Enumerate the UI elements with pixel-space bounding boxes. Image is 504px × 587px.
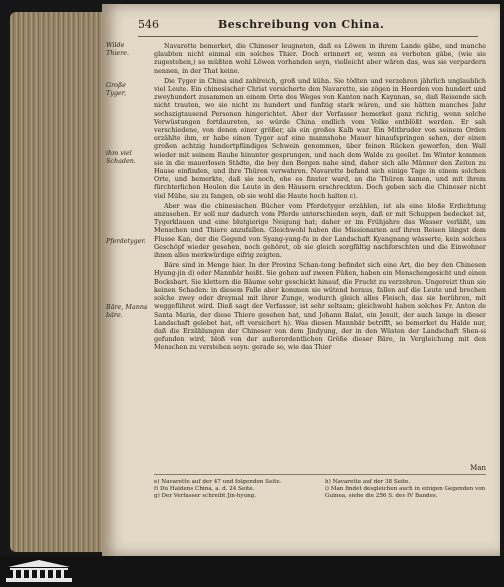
paragraph-lions: Navarette bemerket, die Chineser leugneten, daß es Löwen in ihrem Lande gäbe, und manche glaubten nicht einmal ein solches Thier. Doch erinnert er, wenn es verboten gäbe, (wie sie zugestehen,) so müßten wohl Löwen vorhanden seyn, vielleicht aber wären das, was sie verpardern nennen, in der That keine. xyxy=(154,42,486,75)
margin-note: Bäre, Manns bäre. xyxy=(106,303,148,319)
paragraph-tigers: Die Tyger in China sind zahlreich, groß und kühn. Sie tödten und verzehren jährlich unglaublich viel Leute. Ein chinesischer Christ versicherte den Navarette, sie zögen in Heerden von hundert und zweyhundert zusammen an einem Orte des Weges von Kanton nach Kaynnan, so, daß Reisende sich nicht trauten, wo sie nicht zu hundert und funfzig stark wären, und sie hätten manches Jahr sechszigtausend Personen hingerichtet. Aber der Verfasser bemerket ganz richtig, wenn solche Verwüstungen fortdaureten, so würde China endlich vom Volke entblößt werden. Er sah verschiedene, von denen einer größer, als ein großes Kalb war. Ein Mitbruder von seinem Orden erzählte ihm, er habe einen Tyger auf eine mannshohe Mauer hinaufspringen sehen, der einen großen achtzig hundertpfündiges Schwein genommen, über feinen Rücken geworfen, den Wall wieder mit seinem Raube hinunter gesprungen, und nach dem Walde zu geeilet. Im Winter kommen sie in die mauerlosen Städte, die bey den Bergen nahe sind, daher sich alle Männer den Zeiten zu Hause einfinden, und ihre Thüren verwahren. Navarette befand sich einige Tage in einem solchen Orte, und bemerkte, daß sie noch, ehe es finster ward, an die Thüren kamen, und mit ihrem fürchterlichen Heulen die Leute in den Häusern erschreckten. Doch geben sich die Chineser nicht viel Mühe, sie zu fangen, ob sie wohl die Haute hoch halten c). xyxy=(154,76,486,200)
book-page xyxy=(102,4,500,556)
library-logo-bar xyxy=(0,556,504,587)
catchword: Man xyxy=(470,464,486,472)
body-text xyxy=(154,42,486,354)
footnote: g) Der Verfasser schreibt Jin-hyung. xyxy=(154,493,257,500)
page-number: 546 xyxy=(138,18,159,31)
running-title: Beschreibung von China. xyxy=(218,18,385,31)
library-building-icon xyxy=(4,558,74,584)
footnotes-left xyxy=(154,479,315,501)
footnote: e) Navarette auf der 47 und folgenden Seite. xyxy=(154,479,282,485)
margin-note: Wilde Thiere. xyxy=(106,41,130,57)
footnote: f) Du Haldens China, a. d. 24 Seite. xyxy=(154,486,255,493)
book-spread xyxy=(10,4,500,556)
book-fore-edge xyxy=(10,12,102,552)
margin-note: Pferdetyger. xyxy=(106,237,146,245)
footnotes xyxy=(154,474,486,501)
footnote: i) Man findet desgleichen auch in einigen Gegenden von Guinea, siehe die 256 S. des IV Bandes. xyxy=(325,486,486,500)
margin-note: Große Tyger, xyxy=(106,81,127,97)
paragraph-horse-tiger: Aber was die chinesischen Bücher vom Pferdetyger erzählen, ist als eine bloße Erdichtung anzusehen. Er soll nur dadurch vom Pferde unterschieden seyn, daß er mit Schuppen bedecket ist, Tygerklauen und eine blutgierige Neigung hat; daher er im Frühjahre das Wasser verläßt, um Menschen und Thiere anzufallen. Gleichwohl haben die Missionarien auf ihren Reisen längst dem Flusse Kan, der die Gegend von Syang-yang-fu in der Landschaft Kyangnang wässerte, kein solches Geschöpf wieder gesehen, noch gehöret, ob sie gleich sorgfältig nachforschten und die Einwohner ihnen alles merkwürdige eifrig zeigten. xyxy=(154,201,486,260)
header-rule xyxy=(138,36,478,37)
paragraph-bears: Bäre sind in Menge hier. In der Provinz Schan-tong befindet sich eine Art, die bey den Chinesen Hyung-jin d) oder Mannbär heißt. Sie gehen auf zween Füßen, haben ein Menschengesicht und einen Bocksbart. Sie klettern die Bäume sehr geschickt hinauf, die Frucht zu verzehren. Ungereizt thun sie keinen Schaden: in diesem Falle aber kommen sie wütend heraus, fallen auf die Leute und brechen solche zwey oder dreymal mit ihrer Zunge, wodurch gleich alles Fleisch, das sie berühren, mit weggeführet wird. Dieß sagt der Verfasser, ist sehr seltsam; gleichwohl haben solches Fr. Anton de Santa Maria, der diese Thiere gesehen hat, und Johann Balat, ein Jesuit, der auch lange in dieser Landschaft gelebet hat, oft versichert h). Was diesen Mannbär betrifft, so bemerket du Halde nur, daß die Erzählungen der Chineser von dem Jindyung, der in den Wüsten der Landschaft Shen-si gefunden wird, bloß von der außerordentlichen Größe dieser Bäre, in Vergleichung mit den Menschen zu verstehen seyn: gerade so, wie das Thier xyxy=(154,261,486,352)
footnotes-right xyxy=(325,479,486,501)
footnote: h) Navarette auf der 38 Seite. xyxy=(325,479,411,485)
margin-note: ihm viel Schaden. xyxy=(106,149,136,165)
page-header xyxy=(138,18,478,36)
